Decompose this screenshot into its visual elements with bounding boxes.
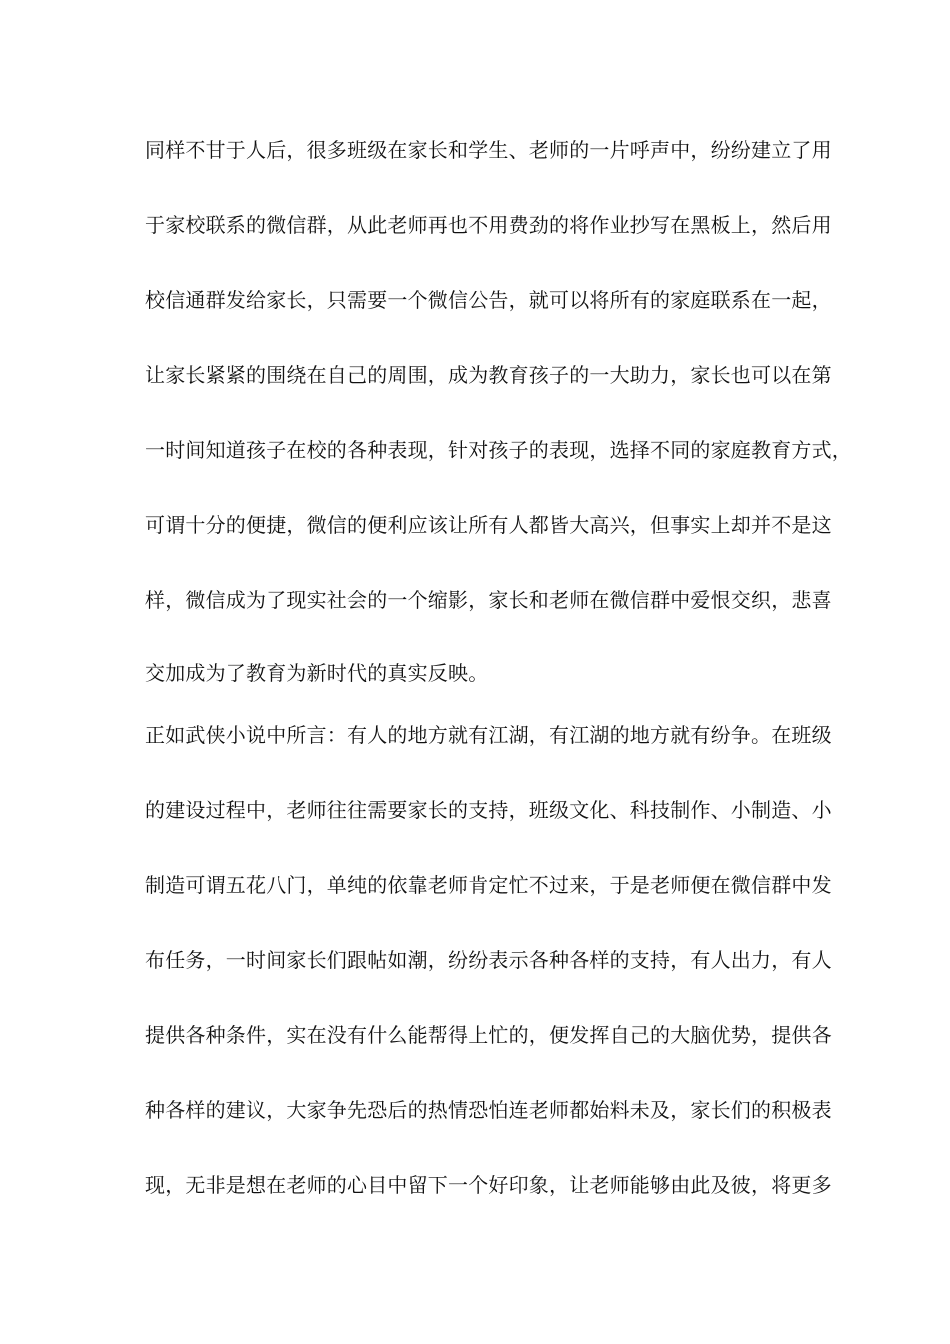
- paragraph-2-line-1: 正如武侠小说中所言：有人的地方就有江湖，有江湖的地方就有纷争。在班级: [145, 723, 832, 747]
- paragraph-2-line-3: 制造可谓五花八门，单纯的依靠老师肯定忙不过来，于是老师便在微信群中发: [145, 873, 832, 897]
- paragraph-2-line-7: 现，无非是想在老师的心目中留下一个好印象，让老师能够由此及彼，将更多: [145, 1173, 832, 1197]
- paragraph-1-line-2: 于家校联系的微信群，从此老师再也不用费劲的将作业抄写在黑板上，然后用: [145, 213, 832, 237]
- paragraph-1-line-3: 校信通群发给家长，只需要一个微信公告，就可以将所有的家庭联系在一起，: [145, 288, 832, 312]
- paragraph-2-line-4: 布任务，一时间家长们跟帖如潮，纷纷表示各种各样的支持，有人出力，有人: [145, 948, 832, 972]
- paragraph-1-line-8: 交加成为了教育为新时代的真实反映。: [145, 661, 489, 685]
- paragraph-1-line-6: 可谓十分的便捷，微信的便利应该让所有人都皆大高兴，但事实上却并不是这: [145, 513, 832, 537]
- paragraph-2-line-6: 种各样的建议，大家争先恐后的热情恐怕连老师都始料未及，家长们的积极表: [145, 1098, 832, 1122]
- paragraph-1-line-5: 一时间知道孩子在校的各种表现，针对孩子的表现，选择不同的家庭教育方式，: [145, 438, 852, 462]
- paragraph-2-line-5: 提供各种条件，实在没有什么能帮得上忙的，便发挥自己的大脑优势，提供各: [145, 1023, 832, 1047]
- paragraph-2-line-2: 的建设过程中，老师往往需要家长的支持，班级文化、科技制作、小制造、小: [145, 798, 832, 822]
- paragraph-1-line-7: 样，微信成为了现实社会的一个缩影，家长和老师在微信群中爱恨交织，悲喜: [145, 588, 832, 612]
- paragraph-1-line-1: 同样不甘于人后，很多班级在家长和学生、老师的一片呼声中，纷纷建立了用: [145, 138, 832, 162]
- paragraph-1-line-4: 让家长紧紧的围绕在自己的周围，成为教育孩子的一大助力，家长也可以在第: [145, 363, 832, 387]
